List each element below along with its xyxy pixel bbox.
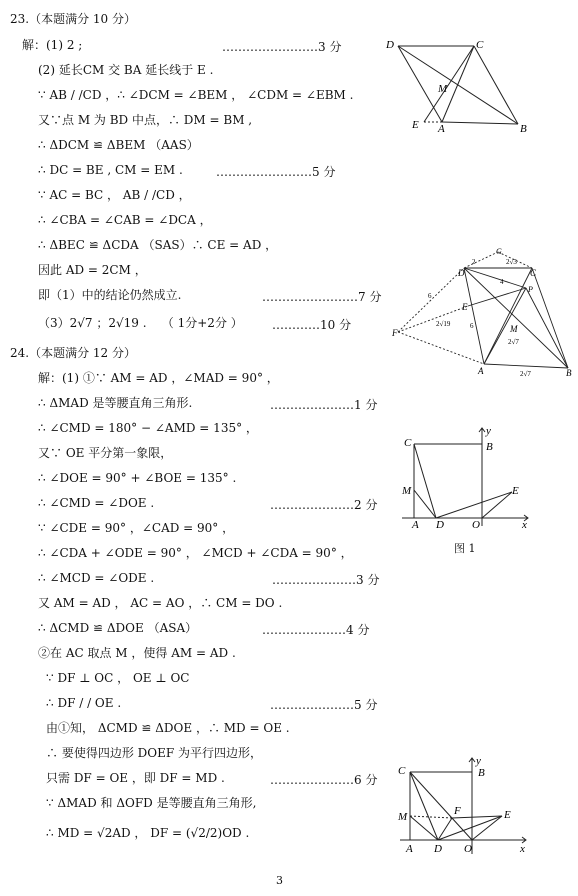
q23-figure-1 (380, 36, 527, 136)
q24-line-6: ∴ ∠CMD = ∠DOE . (38, 496, 155, 510)
fig3-label-d: D (436, 519, 444, 531)
fig4-label-e: E (504, 809, 511, 821)
fig3-label-b: B (486, 441, 493, 453)
fig4-label-x: x (520, 843, 525, 855)
q24-line-16: ∴ 要使得四边形 DOEF 为平行四边形， (46, 746, 262, 760)
q24-line-10: 又 AM = AD ， AC = AO ，∴ CM = DO . (38, 596, 283, 610)
fig2-label-a: A (478, 366, 484, 376)
fig2-label-2r19: 2√19 (436, 320, 451, 328)
q24-line-17: 只需 DF = OE ，即 DF = MD . (46, 771, 225, 785)
fig2-label-2r7b: 2√7 (520, 370, 531, 378)
q23-line-7: ∵ AC = BC ， AB / /CD ， (38, 188, 191, 202)
fig2-label-m: M (510, 324, 518, 334)
q24-line-1: 解：(1) ①∵ AM = AD ，∠MAD = 90° ， (38, 371, 279, 385)
q24-line-5: ∴ ∠DOE = 90° + ∠BOE = 135° . (38, 471, 237, 485)
q24-line-2: ∴ ΔMAD 是等腰直角三角形. (38, 396, 193, 410)
q23-line-10: 因此 AD = 2CM ， (38, 263, 147, 277)
fig4-label-m: M (398, 811, 408, 823)
q23-line-5: ∴ ΔDCM ≌ ΔBEM （AAS） (38, 138, 199, 152)
fig1-label-c: C (476, 39, 484, 51)
q23-score-12: …………10 分 (272, 318, 352, 332)
fig2-label-2: 2 (472, 258, 476, 266)
q24-line-13: ∵ DF ⊥ OC ， OE ⊥ OC (46, 671, 190, 685)
fig4-label-o: O (464, 843, 472, 855)
q24-score-11: …………………4 分 (262, 623, 370, 637)
q24-score-2: …………………1 分 (270, 398, 378, 412)
fig1-label-e: E (412, 119, 419, 131)
q23-line-1: 解：(1) 2 ; (22, 38, 83, 52)
q23-score-11: ……………………7 分 (262, 290, 382, 304)
fig4-label-f: F (454, 805, 461, 817)
q24-line-7: ∵ ∠CDE = 90° ，∠CAD = 90° ， (38, 521, 235, 535)
fig3-label-m: M (402, 485, 412, 497)
fig4-label-c: C (398, 765, 406, 777)
q23-line-8: ∴ ∠CBA = ∠CAB = ∠DCA ， (38, 213, 212, 227)
q24-line-14: ∴ DF / / OE . (46, 696, 122, 710)
q23-line-6: ∴ DC = BE , CM = EM . (38, 163, 183, 177)
fig1-label-m: M (438, 83, 448, 95)
fig3-label-o: O (472, 519, 480, 531)
q24-line-18: ∵ ΔMAD 和 ΔOFD 是等腰直角三角形, (46, 796, 257, 810)
fig2-label-6a: 6 (428, 292, 432, 300)
q24-line-4: 又∵ OE 平分第一象限， (38, 446, 173, 460)
fig3-label-e: E (512, 485, 519, 497)
q23-figure-2 (388, 246, 574, 378)
fig2-label-g: G (496, 247, 502, 256)
q23-score-6: ……………………5 分 (216, 165, 336, 179)
page-number: 3 (276, 874, 283, 887)
fig4-label-a: A (406, 843, 413, 855)
q23-line-2: (2) 延长CM 交 BA 延长线于 E . (38, 63, 214, 77)
fig3-label-x: x (522, 519, 527, 531)
q23-line-3: ∵ AB / /CD ，∴ ∠DCM = ∠BEM ， ∠CDM = ∠EBM . (38, 88, 354, 102)
q24-line-15: 由①知， ΔCMD ≌ ΔDOE ，∴ MD = OE . (46, 721, 290, 735)
q23-line-11: 即（1）中的结论仍然成立. (38, 288, 182, 302)
q23-line-4: 又∵点 M 为 BD 中点，∴ DM = BM , (38, 113, 253, 127)
q23-header: 23.（本题满分 10 分） (10, 12, 136, 26)
fig2-label-c: C (530, 268, 537, 278)
q23-line-9: ∴ ΔBEC ≌ ΔCDA （SAS）∴ CE = AD ， (38, 238, 278, 252)
q24-score-17: …………………6 分 (270, 773, 378, 787)
fig1-label-a: A (438, 123, 445, 135)
fig2-label-p: P (528, 285, 533, 294)
q24-score-14: …………………5 分 (270, 698, 378, 712)
q24-figure-2 (394, 754, 534, 858)
fig2-label-2r3: 2√3 (506, 258, 517, 266)
q23-score-1: ……………………3 分 (222, 40, 342, 54)
q24-line-11: ∴ ΔCMD ≌ ΔDOE （ASA） (38, 621, 198, 635)
q24-line-12: ②在 AC 取点 M ，使得 AM = AD . (38, 646, 236, 660)
q24-line-3: ∴ ∠CMD = 180° − ∠AMD = 135° ， (38, 421, 258, 435)
q24-line-8: ∴ ∠CDA + ∠ODE = 90° ， ∠MCD + ∠CDA = 90° ， (38, 546, 353, 560)
q23-line-12: （3）2√7 ；2√19 . （ 1分+2分 ） (38, 316, 243, 330)
q24-header: 24.（本题满分 12 分） (10, 346, 136, 360)
fig2-label-f: F (392, 328, 398, 338)
q24-figure-1 (396, 422, 536, 530)
fig3-label-a: A (412, 519, 419, 531)
fig2-label-6b: 6 (470, 322, 474, 330)
q24-line-19: ∴ MD = √2AD ， DF = (√2/2)OD . (46, 826, 250, 840)
q24-line-9: ∴ ∠MCD = ∠ODE . (38, 571, 155, 585)
fig3-label-c: C (404, 437, 412, 449)
fig4-label-b: B (478, 767, 485, 779)
fig2-label-b: B (566, 368, 572, 378)
q24-score-9: …………………3 分 (272, 573, 380, 587)
q24-score-6: …………………2 分 (270, 498, 378, 512)
fig2-label-d: D (458, 268, 465, 278)
fig1-label-d: D (386, 39, 394, 51)
fig4-label-y: y (476, 755, 481, 767)
fig2-label-4: 4 (500, 278, 504, 286)
fig2-label-2r7a: 2√7 (508, 338, 519, 346)
q24-figure-1-caption: 图 1 (454, 542, 476, 555)
fig2-label-e: E (462, 302, 468, 312)
fig1-label-b: B (520, 123, 527, 135)
fig3-label-y: y (486, 425, 491, 437)
fig4-label-d: D (434, 843, 442, 855)
